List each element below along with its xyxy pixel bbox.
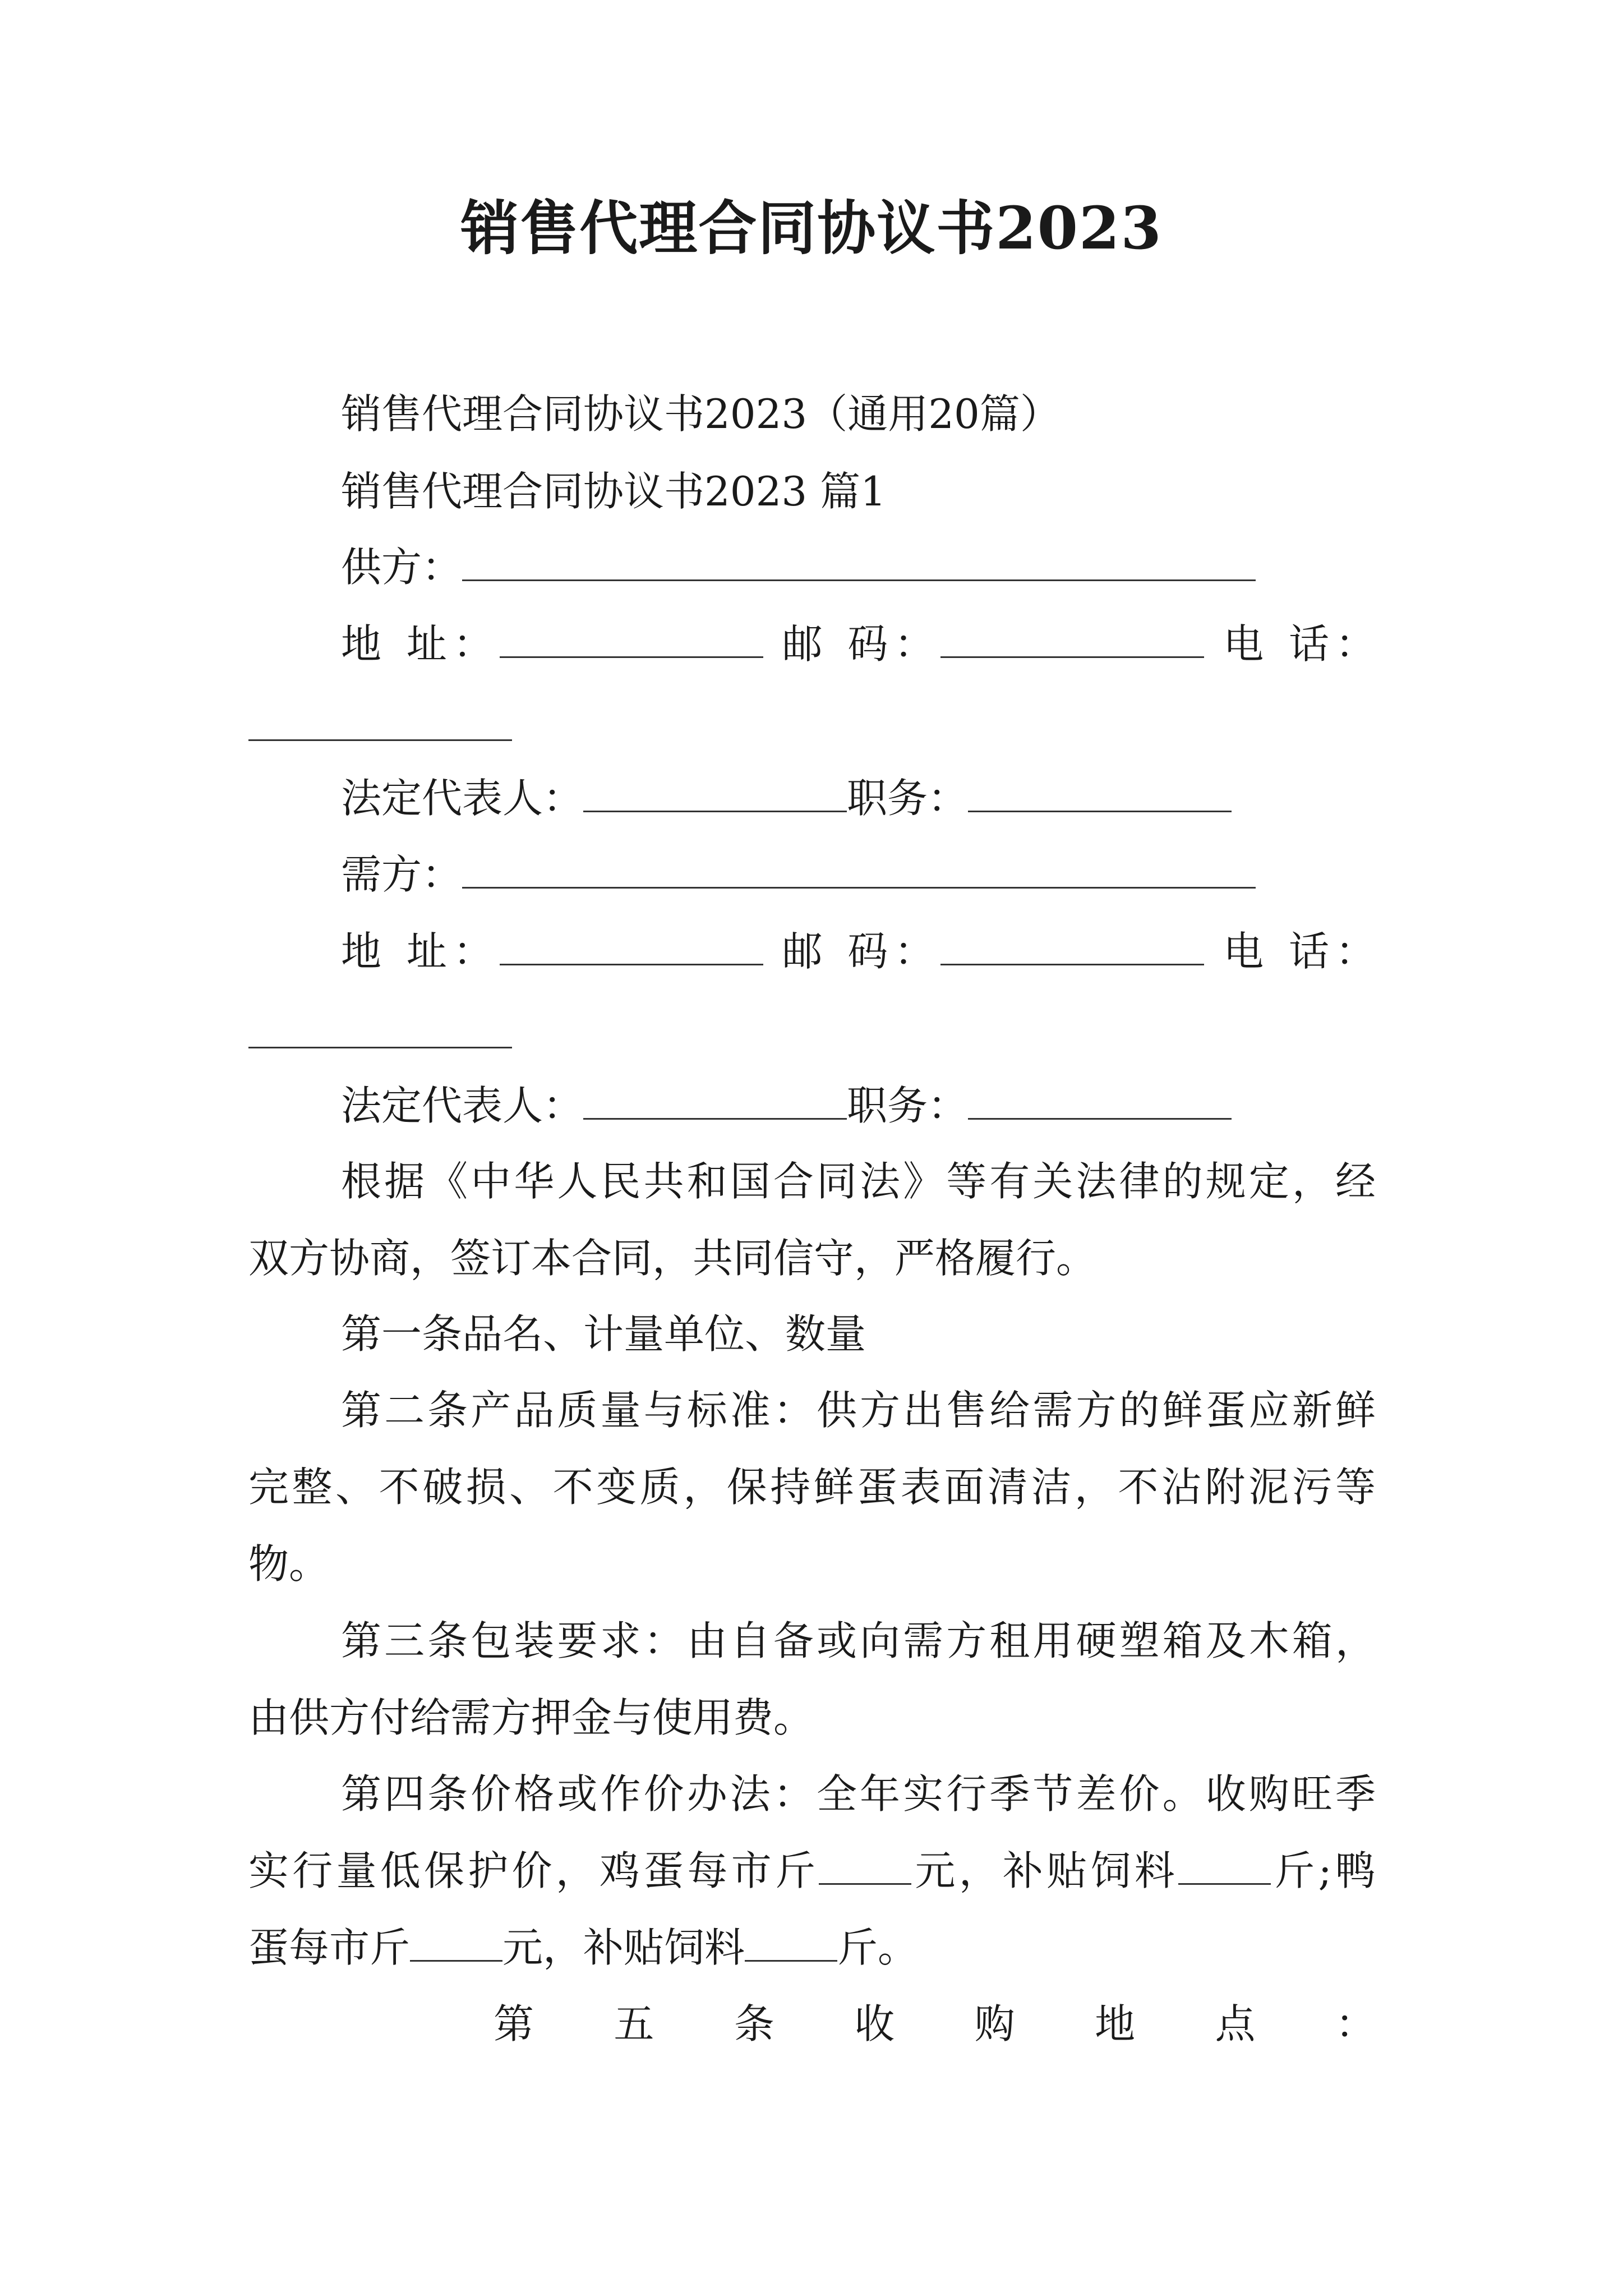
article-2-line-3: 物。	[248, 1540, 330, 1588]
article-5-char: 收	[854, 2000, 929, 2047]
article-4-feed-text: 元，补贴饲料	[911, 1847, 1178, 1894]
article-4-duck-price-text: 蛋每市斤	[248, 1924, 411, 1971]
supplier-rep-label: 法定代表人：	[341, 775, 584, 822]
supplier-position-label: 职务：	[847, 775, 969, 822]
duck-egg-feed-field[interactable]	[745, 1957, 837, 1962]
article-5-char: 点	[1215, 2000, 1289, 2047]
article-5-char: ：	[1335, 2000, 1376, 2047]
article-5-char: 条	[734, 2000, 808, 2047]
article-4-egg-price-text: 实行量低保护价，鸡蛋每市斤	[248, 1847, 819, 1894]
article-5-char: 第	[494, 2000, 568, 2047]
supplier-label: 供方：	[341, 544, 463, 591]
egg-price-field[interactable]	[819, 1880, 911, 1885]
article-2-line-2: 完整、不破损、不变质，保持鲜蛋表面清洁，不沾附泥污等	[248, 1464, 1376, 1511]
article-2-line-1: 第二条产品质量与标准：供方出售给需方的鲜蛋应新鲜	[341, 1387, 1376, 1434]
document-title: 销售代理合同协议书2023	[460, 194, 1163, 263]
buyer-phone-field[interactable]	[248, 1047, 512, 1048]
supplier-line	[341, 540, 1376, 594]
article-4-duck-text: 斤;鸭	[1270, 1847, 1376, 1894]
egg-feed-field[interactable]	[1178, 1880, 1271, 1885]
subtitle: 销售代理合同协议书2023（通用20篇）	[341, 390, 1061, 438]
article-5-line	[494, 1997, 1376, 2051]
article-5-char: 五	[614, 2000, 688, 2047]
intro-line-2: 双方协商，签订本合同，共同信守，严格履行。	[248, 1235, 1097, 1282]
buyer-label: 需方：	[341, 851, 463, 898]
buyer-rep-field[interactable]	[583, 1115, 847, 1120]
supplier-address-label: 地 址：	[341, 620, 500, 668]
article-5-char: 购	[974, 2000, 1049, 2047]
article-3-line-1: 第三条包装要求：由自备或向需方租用硬塑箱及木箱，	[341, 1617, 1376, 1664]
supplier-address-field[interactable]	[500, 653, 763, 658]
buyer-position-field[interactable]	[968, 1115, 1232, 1120]
buyer-postcode-label: 邮 码：	[782, 928, 941, 975]
buyer-postcode-field[interactable]	[940, 960, 1204, 965]
supplier-phone-field[interactable]	[248, 739, 512, 741]
buyer-address-label: 地 址：	[341, 928, 500, 975]
buyer-name-field[interactable]	[462, 884, 1256, 889]
article-3-line-2: 由供方付给需方押金与使用费。	[248, 1694, 814, 1741]
article-5-char: 地	[1095, 2000, 1169, 2047]
intro-line-1: 根据《中华人民共和国合同法》等有关法律的规定，经	[341, 1158, 1376, 1205]
buyer-contact-line	[341, 924, 1376, 978]
article-4-line-2	[248, 1844, 1376, 1898]
buyer-phone-label: 电 话：	[1223, 928, 1376, 975]
buyer-line	[341, 848, 1376, 901]
article-1: 第一条品名、计量单位、数量	[341, 1310, 866, 1358]
supplier-position-field[interactable]	[968, 807, 1232, 812]
supplier-rep-line	[341, 771, 1376, 825]
buyer-rep-line	[341, 1079, 1376, 1133]
supplier-name-field[interactable]	[462, 576, 1256, 581]
supplier-postcode-field[interactable]	[940, 653, 1204, 658]
supplier-phone-label: 电 话：	[1223, 620, 1376, 668]
article-4-duck-feed-text: 元，补贴饲料	[502, 1924, 745, 1971]
supplier-postcode-label: 邮 码：	[782, 620, 941, 668]
section-heading: 销售代理合同协议书2023 篇1	[341, 468, 886, 515]
article-4-end-text: 斤。	[837, 1924, 919, 1971]
supplier-rep-field[interactable]	[583, 807, 847, 812]
buyer-rep-label: 法定代表人：	[341, 1082, 584, 1129]
duck-egg-price-field[interactable]	[410, 1957, 502, 1962]
buyer-position-label: 职务：	[847, 1082, 969, 1129]
article-4-line-3	[248, 1921, 1376, 1975]
supplier-contact-line	[341, 617, 1376, 671]
article-4-line-1: 第四条价格或作价办法：全年实行季节差价。收购旺季	[341, 1770, 1376, 1818]
buyer-address-field[interactable]	[500, 960, 763, 965]
